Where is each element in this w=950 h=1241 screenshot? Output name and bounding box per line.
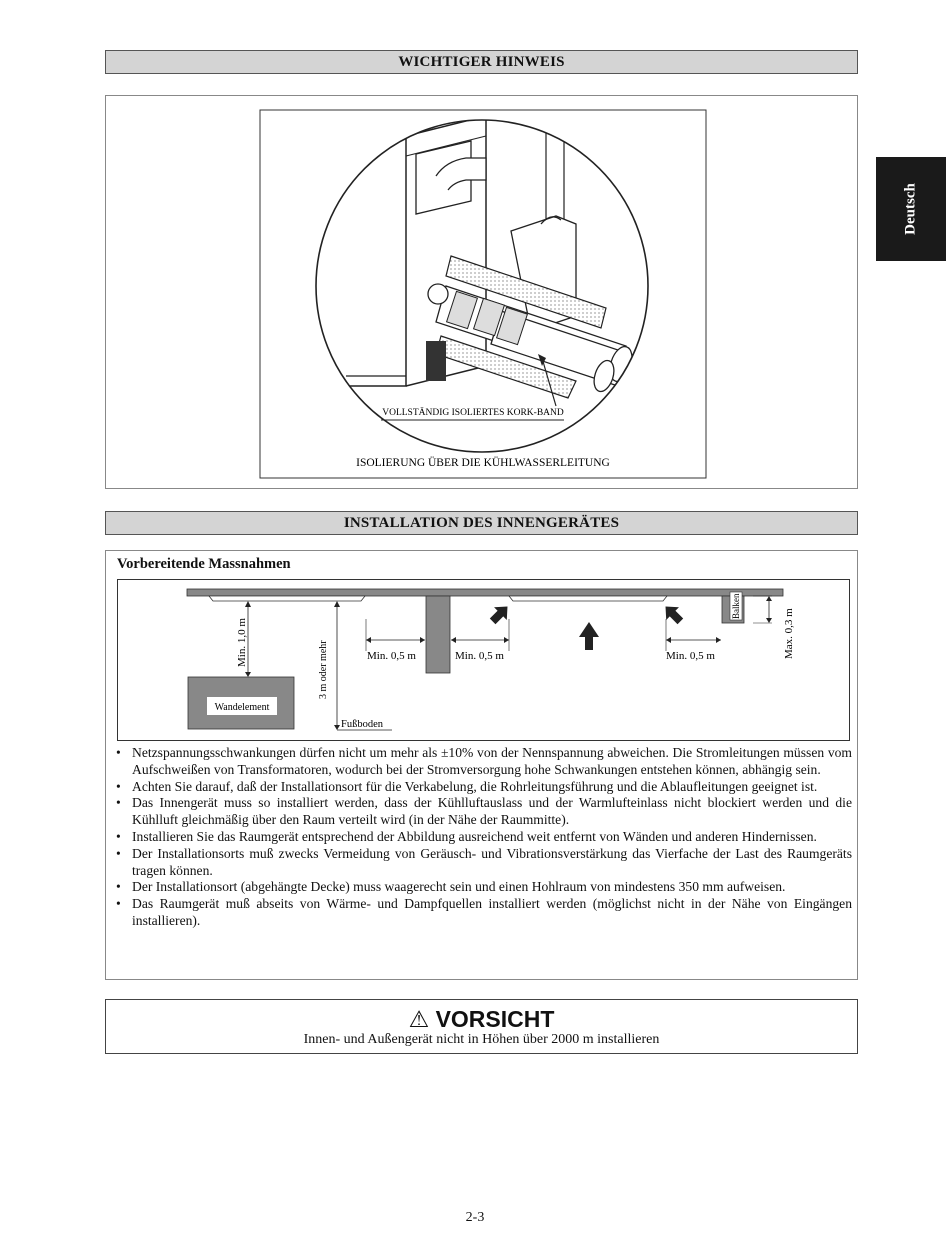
section-header-installation: INSTALLATION DES INNENGERÄTES	[105, 511, 858, 535]
min-1m-label: Min. 1,0 m	[236, 618, 248, 667]
band-label: VOLLSTÄNDIG ISOLIERTES KORK-BAND	[382, 408, 564, 418]
pipe-insulation-figure	[106, 96, 857, 488]
language-tab	[876, 157, 946, 261]
language-tab-label: Deutsch	[902, 183, 919, 235]
indoor-unit-left	[209, 596, 365, 601]
min-05m-label-b: Min. 0,5 m	[455, 650, 504, 662]
clearance-diagram	[117, 579, 850, 741]
caution-text: Innen- und Außengerät nicht in Höhen über 2000 m installieren	[303, 1032, 660, 1047]
ceiling	[187, 589, 783, 596]
wall-element-label: Wandelement	[214, 702, 270, 713]
indoor-unit-right	[509, 596, 667, 601]
floor-label: Fußboden	[341, 719, 383, 730]
prep-title: Vorbereitende Massnahmen	[117, 556, 291, 572]
beam-label: Balken	[731, 593, 741, 619]
list-item: • Der Installationsort (abgehängte Decke) muss waagerecht sein und einen Hohlraum von mindestens 350 mm aufweisen.	[114, 879, 852, 896]
section-header-notice: WICHTIGER HINWEIS	[105, 50, 858, 74]
notice-figure-box	[105, 95, 858, 489]
caution-box	[105, 999, 858, 1054]
min-05m-label-c: Min. 0,5 m	[666, 650, 715, 662]
figure-caption: ISOLIERUNG ÜBER DIE KÜHLWASSERLEITUNG	[356, 457, 610, 469]
page-number: 2-3	[465, 1210, 485, 1225]
list-item: • Der Installationsorts muß zwecks Vermeidung von Geräusch- und Vibrationsverstärkung das Vierfache der Last des Raumgeräts tragen können.	[114, 846, 852, 880]
list-item: • Das Innengerät muss so installiert werden, dass der Kühlluftauslass und der Warmlufteinlass nicht blockiert werden und die Kühlluft gleichmäßig über den Raum verteilt wird (in der Nähe der Raummitte).	[114, 795, 852, 829]
requirements-list	[114, 745, 852, 930]
min-05m-label-a: Min. 0,5 m	[367, 650, 416, 662]
caution-title: ⚠ VORSICHT	[408, 1006, 555, 1032]
list-item: • Netzspannungsschwankungen dürfen nicht um mehr als ±10% von der Nennspannung abweichen. Die Stromleitungen müssen vom Aufschweißen von Transformatoren, wodurch bei der Stromversorgung hohe Schwankungen entstehen können, abhängig sein.	[114, 745, 852, 779]
list-item: • Das Raumgerät muß abseits von Wärme- und Dampfquellen installiert werden (möglichst nicht in der Nähe von Eingängen installieren).	[114, 896, 852, 930]
list-item: • Installieren Sie das Raumgerät entsprechend der Abbildung ausreichend weit entfernt von Wänden und anderen Hindernissen.	[114, 829, 852, 846]
height-3m-label: 3 m oder mehr	[318, 640, 329, 699]
max-03m-label: Max. 0,3 m	[783, 608, 795, 659]
list-item: • Achten Sie darauf, daß der Installationsort für die Verkabelung, die Rohrleitungsführung und die Ablaufleitungen geeignet ist.	[114, 779, 852, 796]
column	[426, 596, 450, 673]
